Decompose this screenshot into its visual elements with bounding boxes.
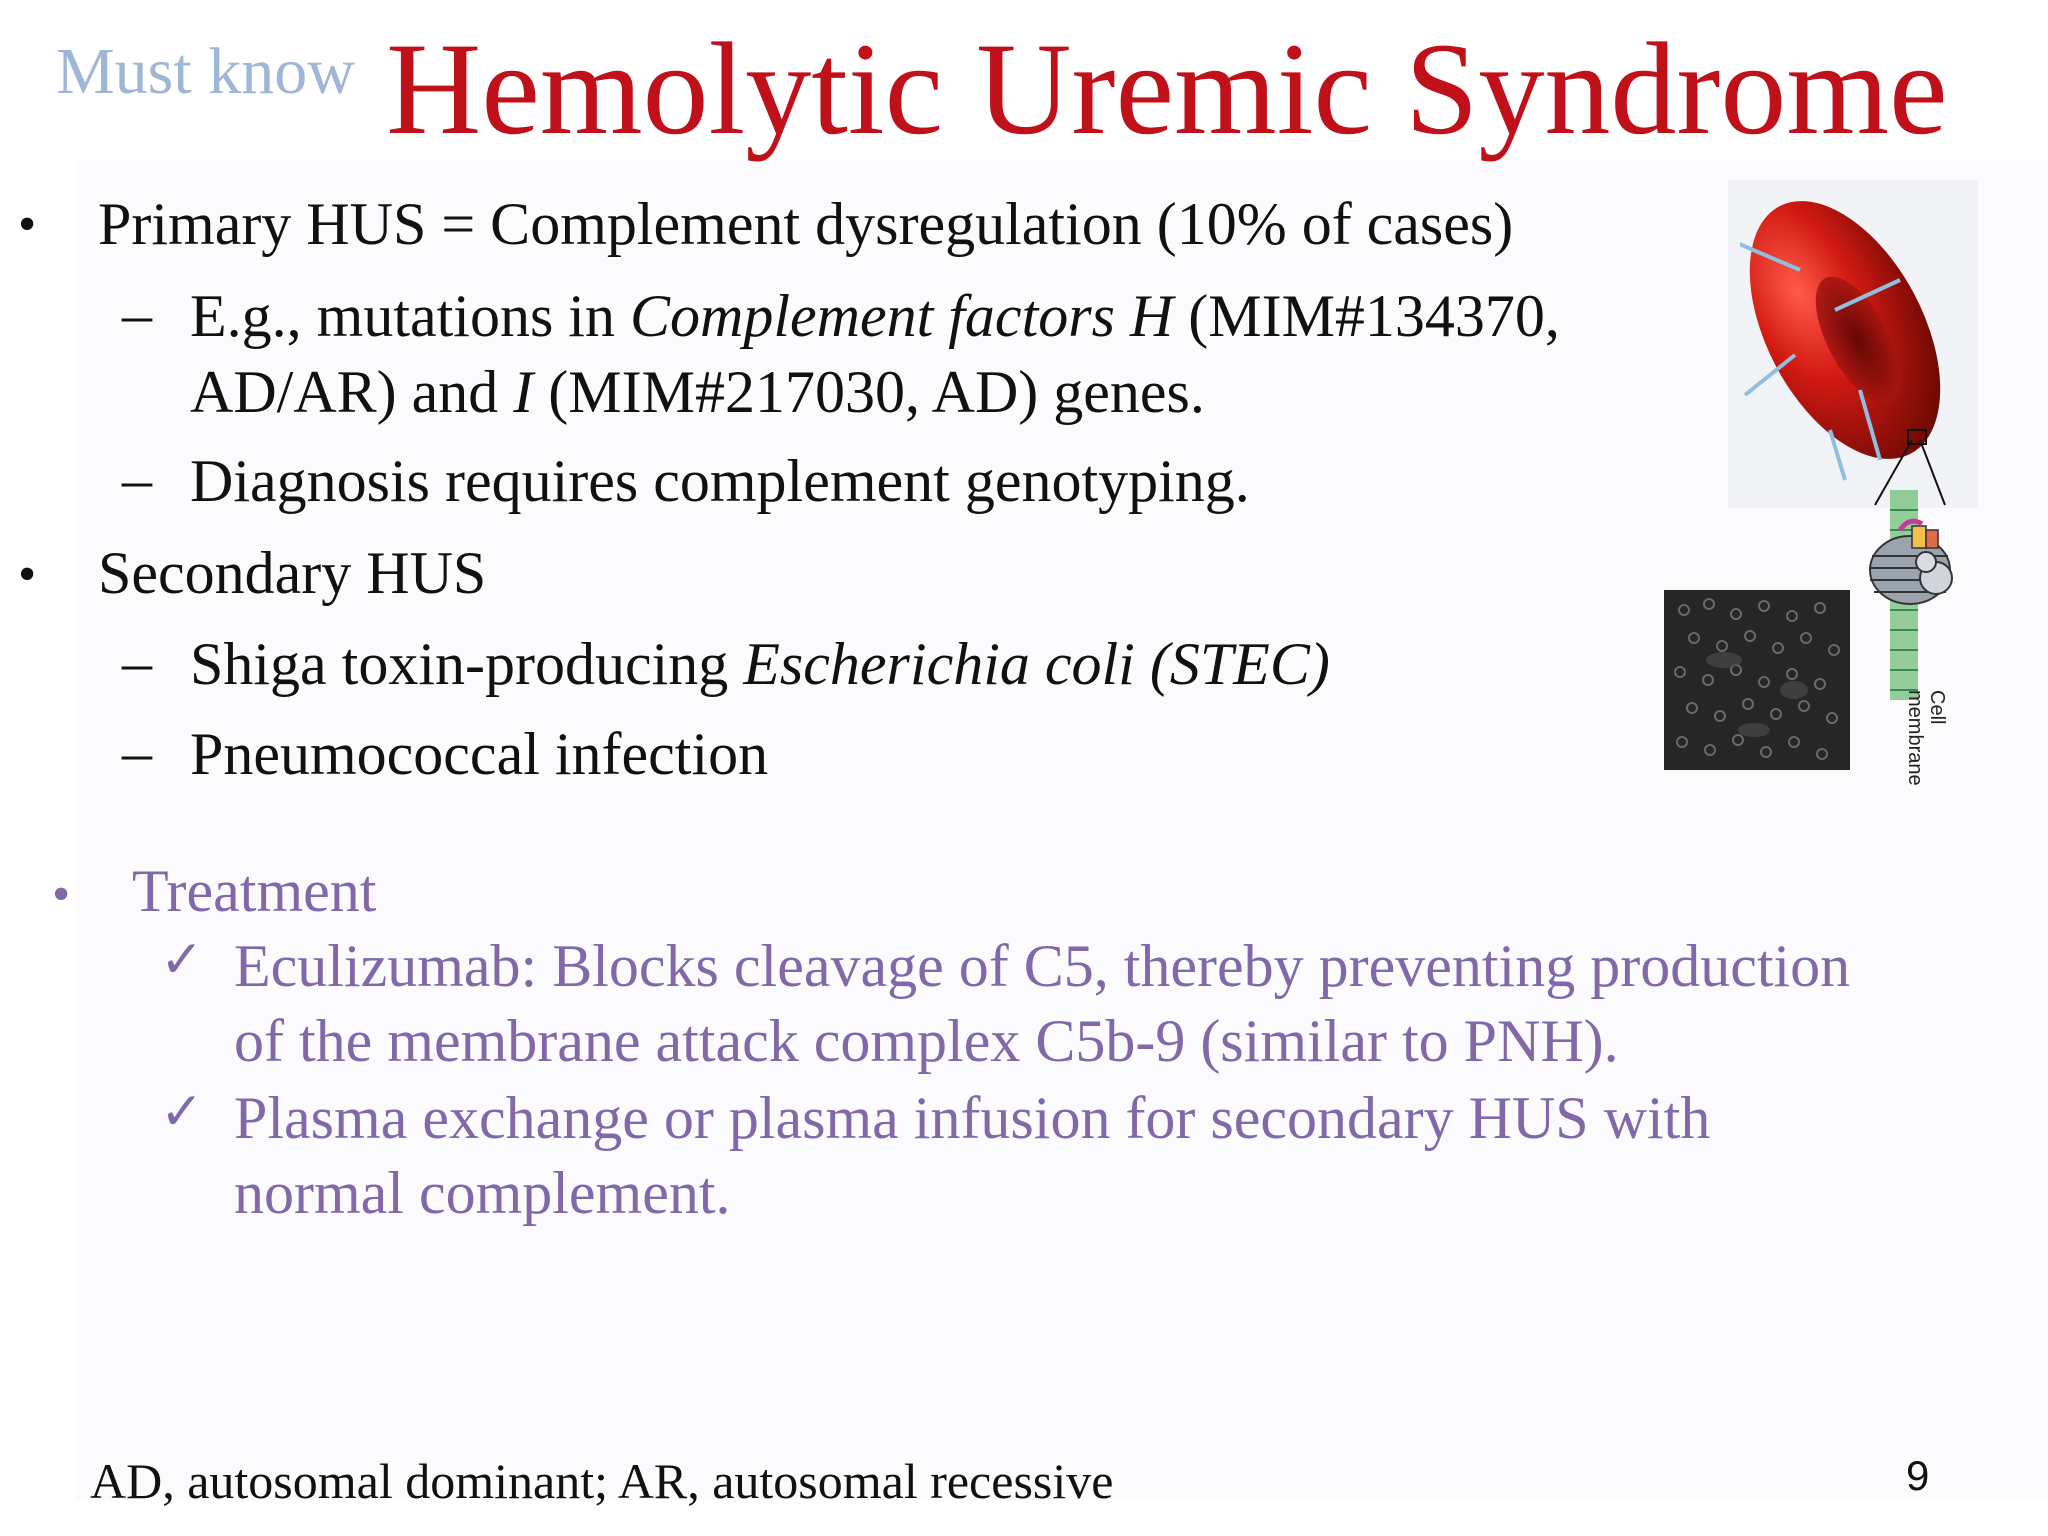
secondary-hus-text: Secondary HUS bbox=[98, 540, 487, 606]
treatment-item1-line2: of the membrane attack complex C5b-9 (similar to PNH). bbox=[234, 1008, 1619, 1074]
zoom-line-right bbox=[1920, 440, 1945, 505]
slide-title: Hemolytic Uremic Syndrome bbox=[386, 15, 1948, 162]
label-membrane: membrane bbox=[1904, 690, 1926, 786]
check-icon: ✓ bbox=[160, 930, 204, 990]
bullet-treatment: • bbox=[52, 866, 71, 923]
sub1-prefix: E.g., mutations in bbox=[190, 283, 630, 349]
factor-i: I bbox=[513, 359, 534, 425]
bullet-primary: • bbox=[18, 196, 37, 253]
must-know-tag: Must know bbox=[56, 35, 355, 108]
stec-italic: Escherichia coli (STEC) bbox=[743, 631, 1330, 697]
primary-sub1-line1 bbox=[190, 280, 1560, 352]
sub1-line2-suffix: (MIM#217030, AD) genes. bbox=[533, 359, 1205, 425]
page-number: 9 bbox=[1906, 1452, 1930, 1499]
treatment-heading: Treatment bbox=[132, 858, 377, 924]
primary-sub2: Diagnosis requires complement genotyping. bbox=[190, 448, 1250, 514]
stec-prefix: Shiga toxin-producing bbox=[190, 631, 744, 697]
micrograph-image bbox=[1664, 590, 1850, 770]
sub1-line2-prefix: AD/AR) and bbox=[190, 359, 514, 425]
label-cell: Cell bbox=[1926, 690, 1948, 725]
footnote: AD, autosomal dominant; AR, autosomal recessive bbox=[90, 1453, 1114, 1509]
cell-membrane-label bbox=[1904, 690, 1948, 786]
sub1-suffix: (MIM#134370, bbox=[1173, 283, 1560, 349]
dash-secondary-1: – bbox=[122, 629, 152, 695]
dash-secondary-2: – bbox=[122, 719, 152, 785]
secondary-sub1 bbox=[190, 628, 1330, 700]
treatment-item1-line1: Eculizumab: Blocks cleavage of C5, thereby preventing production bbox=[234, 933, 1851, 999]
secondary-sub2: Pneumococcal infection bbox=[190, 721, 769, 787]
check-icon: ✓ bbox=[160, 1082, 204, 1142]
bullet-secondary: • bbox=[18, 546, 37, 603]
dash-primary-1: – bbox=[122, 281, 152, 347]
complement-factors-h: Complement factors H bbox=[629, 283, 1174, 349]
primary-hus-text: Primary HUS = Complement dysregulation (10% of cases) bbox=[98, 191, 1514, 257]
dash-primary-2: – bbox=[122, 446, 152, 512]
membrane-complex bbox=[1870, 490, 1952, 700]
primary-sub1-line2 bbox=[190, 356, 1205, 428]
treatment-item2-line2: normal complement. bbox=[234, 1160, 731, 1226]
treatment-item2-line1: Plasma exchange or plasma infusion for secondary HUS with bbox=[234, 1085, 1711, 1151]
